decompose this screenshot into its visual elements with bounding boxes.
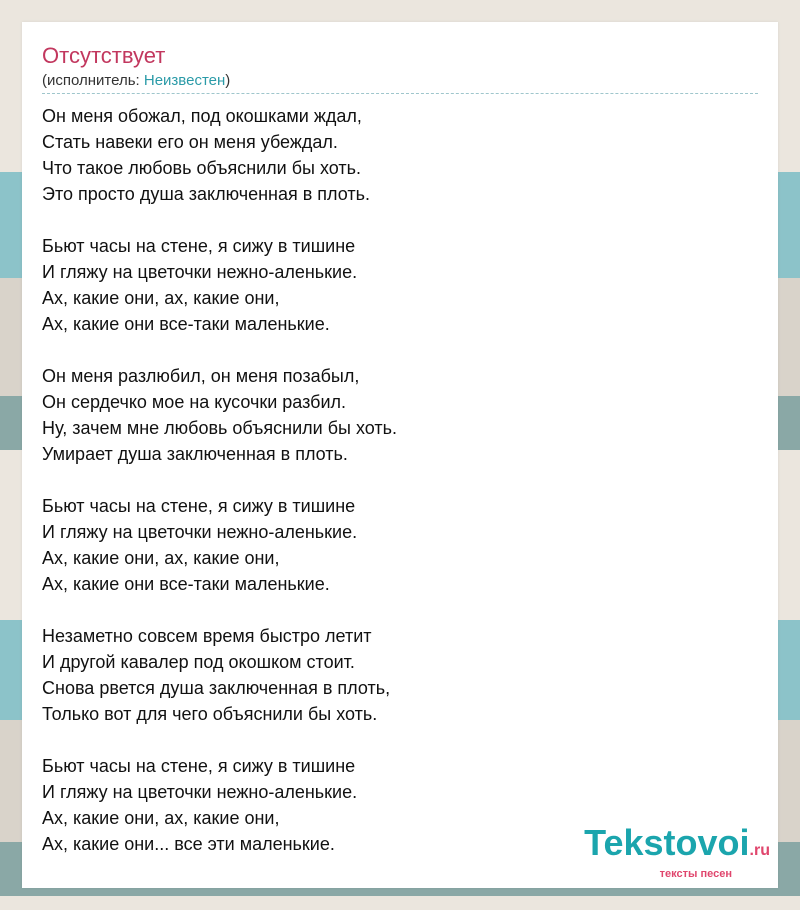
stanza-gap <box>42 727 758 753</box>
logo-main-text: Tekstovoi <box>584 822 750 863</box>
artist-suffix: ) <box>225 72 231 89</box>
artist-line <box>42 71 230 91</box>
lyric-line: Ах, какие они все-таки маленькие. <box>42 314 330 334</box>
lyric-line: Что такое любовь объяснили бы хоть. <box>42 158 362 178</box>
logo-tld: .ru <box>749 842 770 859</box>
lyric-line: Бьют часы на стене, я сижу в тишине <box>42 496 356 516</box>
stanza <box>42 103 758 207</box>
stanza-gap <box>42 337 758 363</box>
logo-wordmark <box>584 822 770 868</box>
lyric-line: Это просто душа заключенная в плоть. <box>42 184 370 204</box>
stanza-gap <box>42 467 758 493</box>
lyric-line: Ах, какие они... все эти маленькие. <box>42 834 335 854</box>
lyric-line: Ах, какие они, ах, какие они, <box>42 288 280 308</box>
stanza <box>42 623 758 727</box>
stanza <box>42 233 758 337</box>
lyric-line: Ну, зачем мне любовь объяснили бы хоть. <box>42 418 397 438</box>
lyric-line: Незаметно совсем время быстро летит <box>42 626 372 646</box>
lyric-line: Бьют часы на стене, я сижу в тишине <box>42 756 356 776</box>
lyric-line: Он меня обожал, под окошками ждал, <box>42 106 362 126</box>
lyric-line: И гляжу на цветочки нежно-аленькие. <box>42 782 358 802</box>
site-logo[interactable] <box>584 822 770 880</box>
artist-link[interactable]: Неизвестен <box>143 72 226 89</box>
title-divider <box>42 93 758 94</box>
stanza <box>42 493 758 597</box>
song-title: Отсутствует <box>42 43 166 68</box>
lyrics-card <box>22 22 778 888</box>
lyric-line: Умирает душа заключенная в плоть. <box>42 444 348 464</box>
stanza-gap <box>42 597 758 623</box>
lyric-line: Ах, какие они все-таки маленькие. <box>42 574 330 594</box>
lyric-line: Только вот для чего объяснили бы хоть. <box>42 704 378 724</box>
lyric-line: Ах, какие они, ах, какие они, <box>42 808 280 828</box>
stanza <box>42 363 758 467</box>
artist-prefix: (исполнитель: <box>42 72 144 89</box>
lyric-line: И гляжу на цветочки нежно-аленькие. <box>42 262 358 282</box>
lyric-line: Он сердечко мое на кусочки разбил. <box>42 392 347 412</box>
lyric-line: И другой кавалер под окошком стоит. <box>42 652 355 672</box>
bg-stripe <box>0 896 800 910</box>
lyrics-text <box>42 103 758 857</box>
lyric-line: И гляжу на цветочки нежно-аленькие. <box>42 522 358 542</box>
lyric-line: Стать навеки его он меня убеждал. <box>42 132 338 152</box>
logo-tagline: тексты песен <box>659 868 732 880</box>
lyric-line: Снова рвется душа заключенная в плоть, <box>42 678 391 698</box>
lyric-line: Бьют часы на стене, я сижу в тишине <box>42 236 356 256</box>
lyric-line: Ах, какие они, ах, какие они, <box>42 548 280 568</box>
lyric-line: Он меня разлюбил, он меня позабыл, <box>42 366 360 386</box>
stanza-gap <box>42 207 758 233</box>
